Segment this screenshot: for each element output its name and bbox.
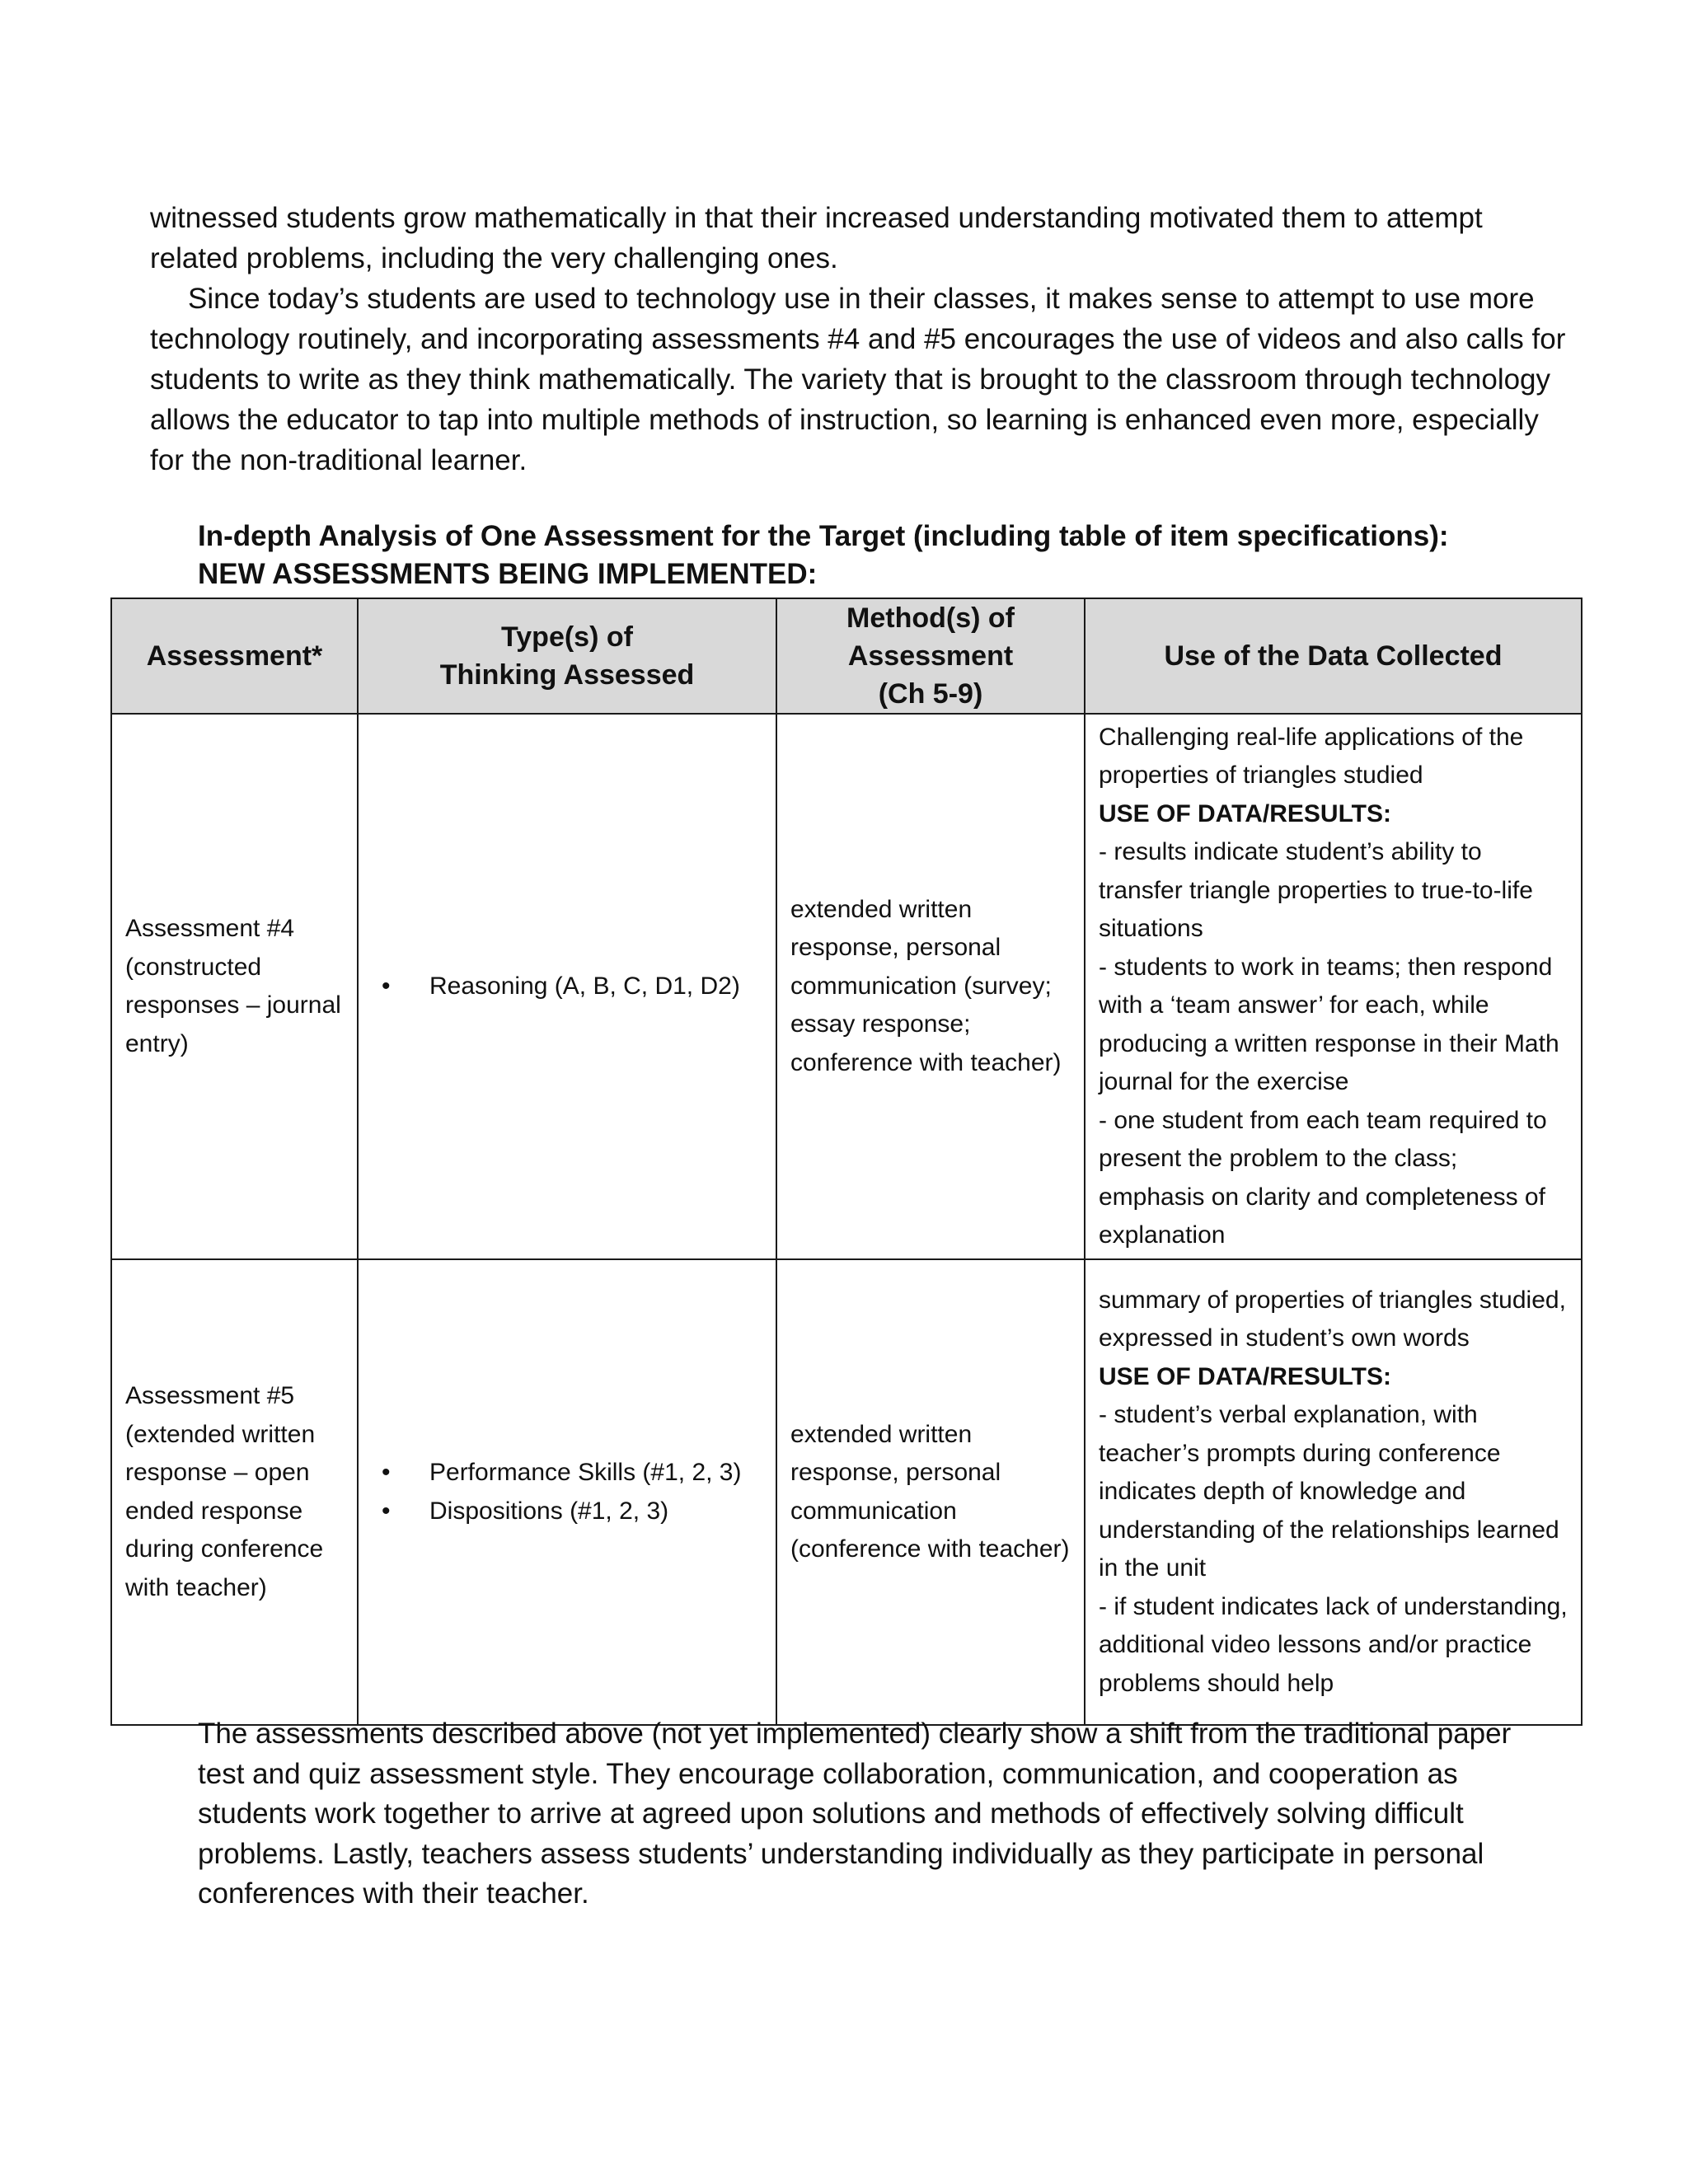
cell-thinking [358, 1259, 776, 1725]
section-title: In-depth Analysis of One Assessment for the Target (including table of item specifications): [198, 520, 1449, 552]
list-item-text: Reasoning (A, B, C, D1, D2) [429, 972, 740, 1000]
closing-paragraph [198, 1714, 1533, 1915]
section-subtitle: NEW ASSESSMENTS BEING IMPLEMENTED: [198, 558, 818, 590]
list-item [382, 1493, 762, 1531]
thinking-list [372, 968, 762, 1006]
header-assessment: Assessment* [111, 598, 358, 714]
cell-use [1085, 714, 1582, 1259]
bullet-icon: • [382, 1497, 391, 1525]
use-item: - one student from each team required to present the problem to the class; emphasis on clarity and completeness of explanation [1099, 1106, 1547, 1249]
header-method-line2: Assessment [847, 640, 1014, 672]
bullet-icon: • [382, 972, 391, 1000]
intro-paragraph-1: witnessed students grow mathematically in that their increased understanding motivated them to attempt related problems, including the very challenging ones. [150, 202, 1483, 274]
use-item: - student’s verbal explanation, with teacher’s prompts during conference indicates depth of knowledge and understanding of the relationships learned in the unit [1099, 1401, 1559, 1582]
header-method-line3: (Ch 5-9) [878, 678, 983, 710]
header-thinking-line2: Thinking Assessed [439, 659, 695, 691]
list-item [382, 968, 762, 1006]
use-label: USE OF DATA/RESULTS: [1099, 1362, 1391, 1390]
bullet-icon: • [382, 1459, 391, 1486]
cell-assessment: Assessment #4 (constructed responses – journal entry) [111, 714, 358, 1259]
header-thinking-line1: Type(s) of [501, 621, 633, 653]
table-row [111, 1259, 1582, 1725]
list-item [382, 1454, 762, 1493]
cell-method: extended written response, personal communication (conference with teacher) [776, 1259, 1085, 1725]
use-label: USE OF DATA/RESULTS: [1099, 799, 1391, 827]
thinking-list [372, 1454, 762, 1530]
item-specifications-table [110, 598, 1582, 1726]
list-item-text: Performance Skills (#1, 2, 3) [429, 1459, 742, 1486]
cell-method: extended written response, personal communication (survey; essay response; conference with teacher) [776, 714, 1085, 1259]
cell-use [1085, 1259, 1582, 1725]
intro-text [150, 198, 1568, 480]
cell-assessment: Assessment #5 (extended written response – open ended response during conference with teacher) [111, 1259, 358, 1725]
list-item-text: Dispositions (#1, 2, 3) [429, 1497, 669, 1525]
use-item: - if student indicates lack of understanding, additional video lessons and/or practice problems should help [1099, 1592, 1568, 1697]
table-row [111, 714, 1582, 1259]
use-intro: summary of properties of triangles studied, expressed in student’s own words [1099, 1286, 1566, 1352]
header-use: Use of the Data Collected [1085, 598, 1582, 714]
use-item: - students to work in teams; then respond with a ‘team answer’ for each, while producing a written response in their Math journal for the exercise [1099, 953, 1559, 1095]
use-intro: Challenging real-life applications of the properties of triangles studied [1099, 723, 1524, 789]
header-method-line1: Method(s) of [846, 602, 1015, 634]
table-header-row [111, 598, 1582, 714]
header-thinking [358, 598, 776, 714]
header-method [776, 598, 1085, 714]
cell-thinking [358, 714, 776, 1259]
section-heading [198, 518, 1599, 593]
intro-paragraph-2: Since today’s students are used to technology use in their classes, it makes sense to attempt to use more technology routinely, and incorporating assessments #4 and #5 encourages the use of videos and also calls for students to write as they think mathematically. The variety that is brought to the classroom through technology allows the educator to tap into multiple methods of instruction, so learning is enhanced even more, especially for the non-traditional learner. [150, 283, 1566, 476]
use-item: - results indicate student’s ability to transfer triangle properties to true-to-life situations [1099, 838, 1533, 942]
closing-text: The assessments described above (not yet implemented) clearly show a shift from the traditional paper test and quiz assessment style. They encourage collaboration, communication, and cooperation as students work together to arrive at agreed upon solutions and methods of effectively solving difficult problems. Lastly, teachers assess students’ understanding individually as they participate in personal conferences with their teacher. [198, 1718, 1512, 1910]
